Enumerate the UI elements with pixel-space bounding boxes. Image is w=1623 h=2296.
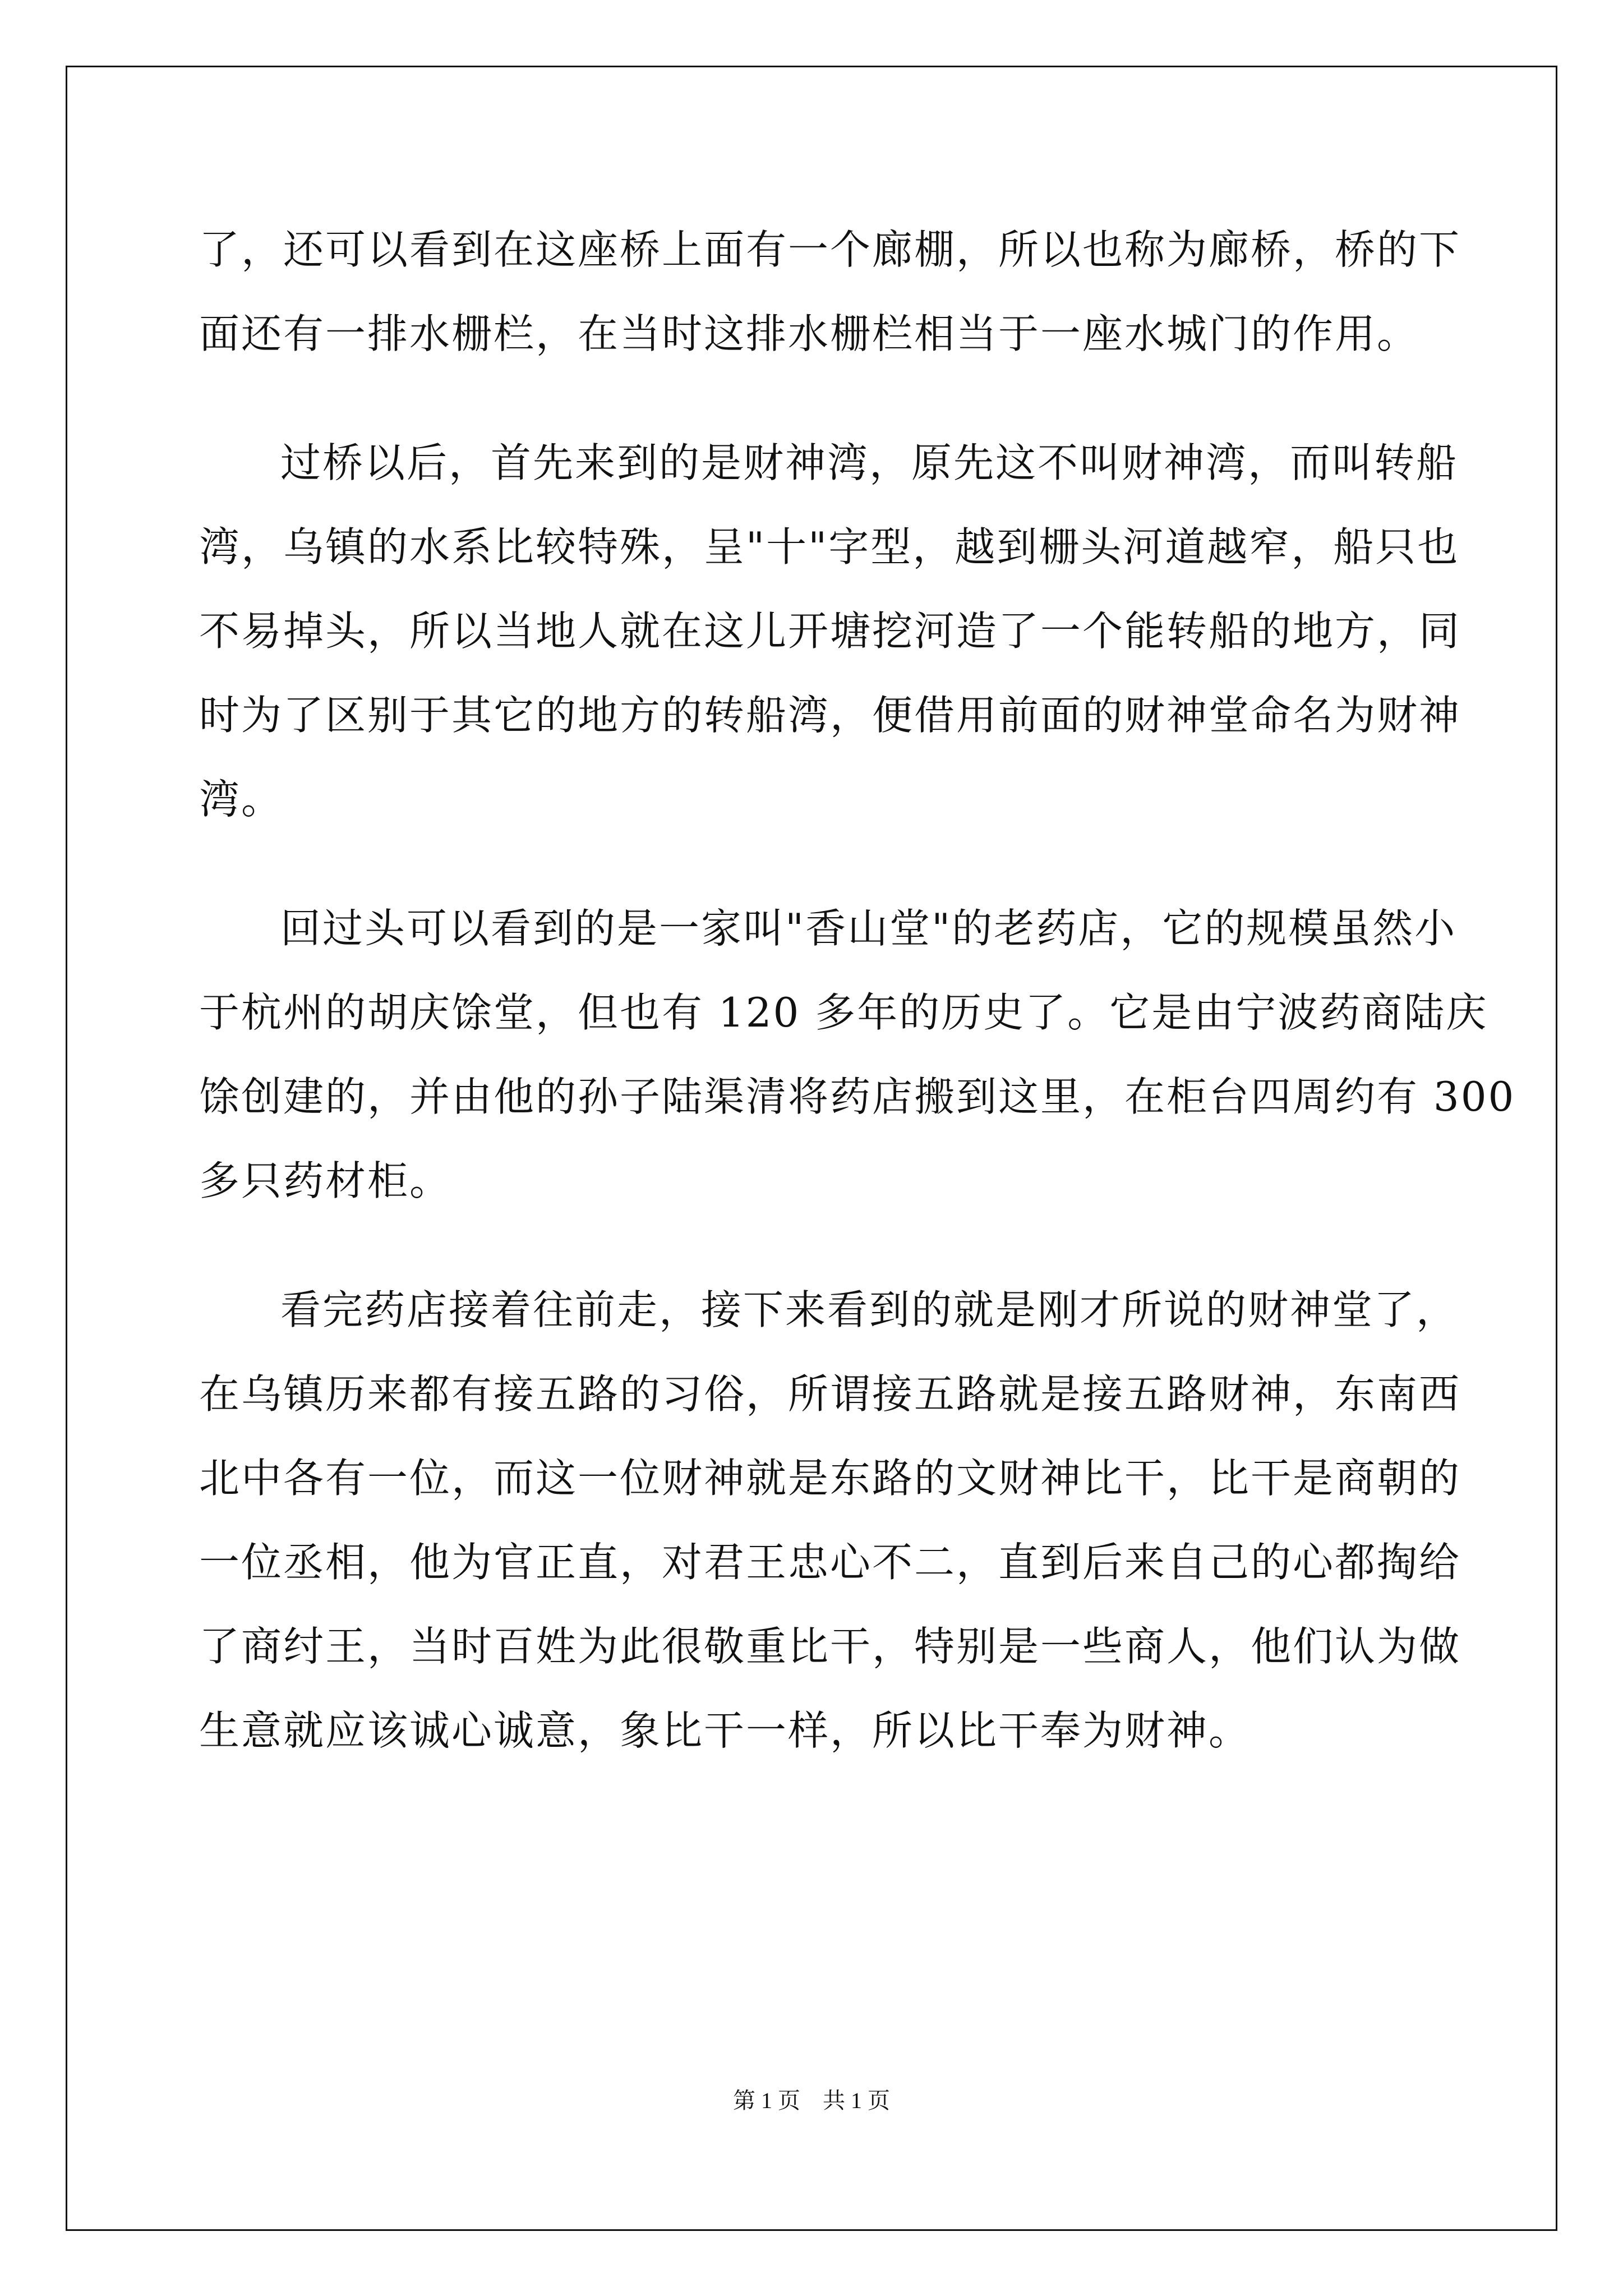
text-line: 一位丞相，他为官正直，对君王忠心不二，直到后来自己的心都掏给 — [199, 1539, 1461, 1586]
text-line: 了，还可以看到在这座桥上面有一个廊棚，所以也称为廊桥，桥的下 — [199, 226, 1461, 273]
page-border — [66, 66, 1557, 2231]
text-line: 生意就应该诚心诚意，象比干一样，所以比干奉为财神。 — [199, 1707, 1251, 1754]
text-line: 北中各有一位，而这一位财神就是东路的文财神比干，比干是商朝的 — [199, 1455, 1461, 1502]
text-line: 湾，乌镇的水系比较特殊，呈"十"字型，越到栅头河道越窄，船只也 — [199, 523, 1460, 570]
text-line: 馀创建的，并由他的孙子陆渠清将药店搬到这里，在柜台四周约有 300 — [199, 1073, 1516, 1120]
page-footer — [0, 2087, 1623, 2115]
text-line: 在乌镇历来都有接五路的习俗，所谓接五路就是接五路财神，东南西 — [199, 1370, 1461, 1418]
page-total: 共 1 页 — [823, 2088, 890, 2113]
paragraph-start-line: 看完药店接着往前走，接下来看到的就是刚才所说的财神堂了， — [280, 1286, 1459, 1333]
text-line: 面还有一排水栅栏，在当时这排水栅栏相当于一座水城门的作用。 — [199, 310, 1419, 357]
text-line: 多只药材柜。 — [199, 1157, 452, 1204]
text-line: 不易掉头，所以当地人就在这儿开塘挖河造了一个能转船的地方，同 — [199, 608, 1461, 655]
text-line: 时为了区别于其它的地方的转船湾，便借用前面的财神堂命名为财神 — [199, 692, 1461, 739]
paragraph-start-line: 过桥以后，首先来到的是财神湾，原先这不叫财神湾，而叫转船 — [280, 439, 1459, 486]
text-line: 湾。 — [199, 776, 284, 823]
text-line: 于杭州的胡庆馀堂，但也有 120 多年的历史了。它是由宁波药商陆庆 — [199, 989, 1488, 1036]
text-line: 了商纣王，当时百姓为此很敬重比干，特别是一些商人，他们认为做 — [199, 1623, 1461, 1670]
page-number: 第 1 页 — [733, 2088, 800, 2113]
paragraph-start-line: 回过头可以看到的是一家叫"香山堂"的老药店，它的规模虽然小 — [280, 905, 1457, 952]
